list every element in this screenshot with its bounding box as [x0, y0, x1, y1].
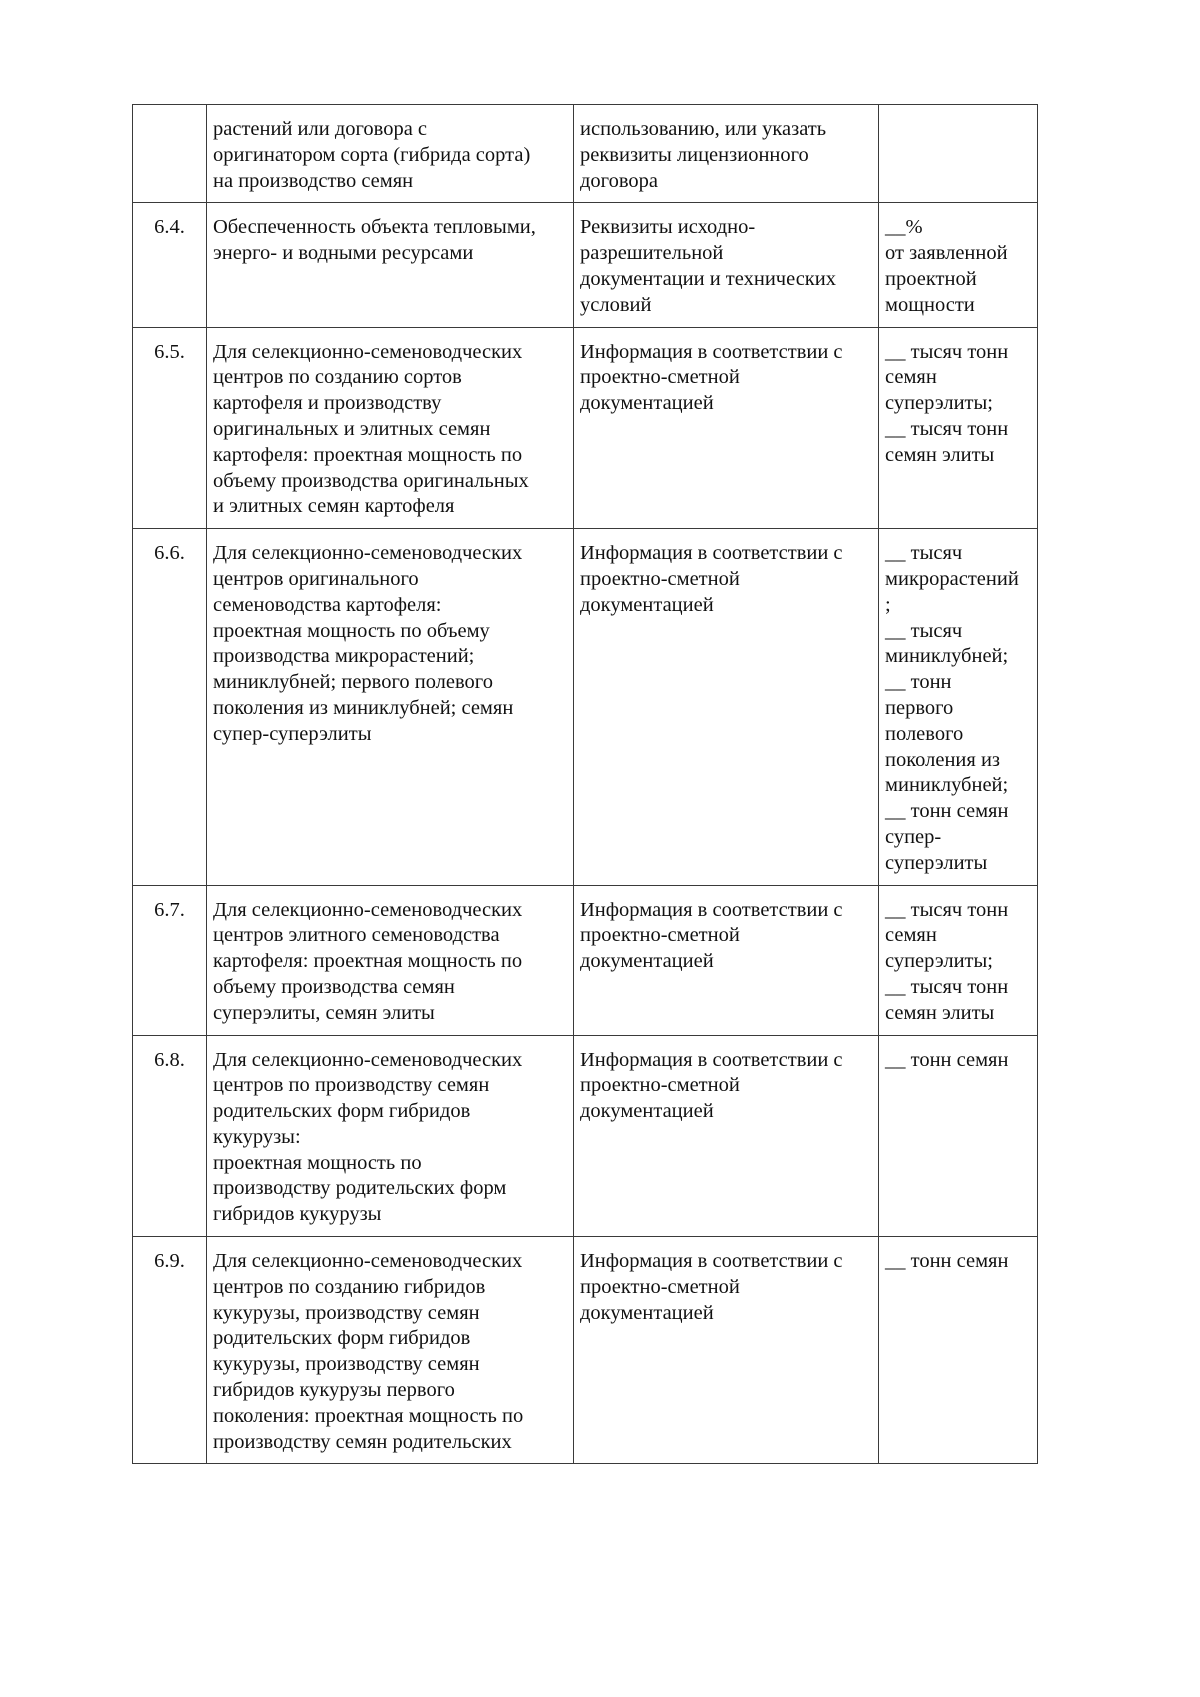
row-indicator: Для селекционно-семеноводческих центров по созданию сортов картофеля и производству оригинальных и элитных семян картофеля: проектная мощность по объему производства оригинальных и элитных семян картофеля — [207, 327, 574, 529]
row-indicator: Обеспеченность объекта тепловыми, энерго- и водными ресурсами — [207, 203, 574, 327]
row-value: __ тонн семян — [879, 1035, 1038, 1237]
row-source: использованию, или указать реквизиты лицензионного договора — [574, 105, 879, 203]
table-row — [133, 105, 1038, 203]
table-row — [133, 1237, 1038, 1464]
table-row — [133, 1035, 1038, 1237]
row-source: Реквизиты исходно- разрешительной документации и технических условий — [574, 203, 879, 327]
row-value: __% от заявленной проектной мощности — [879, 203, 1038, 327]
row-number — [133, 105, 207, 203]
row-value: __ тысяч тонн семян суперэлиты; __ тысяч тонн семян элиты — [879, 885, 1038, 1035]
row-number: 6.4. — [133, 203, 207, 327]
row-indicator: Для селекционно-семеноводческих центров оригинального семеноводства картофеля: проектная мощность по объему производства микрорастений; миниклубней; первого полевого поколения из миниклубней; семян супер-суперэлиты — [207, 529, 574, 885]
row-indicator: Для селекционно-семеноводческих центров элитного семеноводства картофеля: проектная мощность по объему производства семян суперэлиты, семян элиты — [207, 885, 574, 1035]
row-value: __ тысяч микрорастений ; __ тысяч миниклубней; __ тонн первого полевого поколения из миниклубней; __ тонн семян супер- суперэлиты — [879, 529, 1038, 885]
row-number: 6.8. — [133, 1035, 207, 1237]
row-indicator: растений или договора с оригинатором сорта (гибрида сорта) на производство семян — [207, 105, 574, 203]
row-number: 6.9. — [133, 1237, 207, 1464]
row-number: 6.5. — [133, 327, 207, 529]
requirements-table — [132, 104, 1038, 1464]
row-source: Информация в соответствии с проектно-сметной документацией — [574, 1237, 879, 1464]
row-indicator: Для селекционно-семеноводческих центров по созданию гибридов кукурузы, производству семян родительских форм гибридов кукурузы, производству семян гибридов кукурузы первого поколения: проектная мощность по производству семян родительских — [207, 1237, 574, 1464]
row-source: Информация в соответствии с проектно-сметной документацией — [574, 327, 879, 529]
row-source: Информация в соответствии с проектно-сметной документацией — [574, 529, 879, 885]
table-row — [133, 327, 1038, 529]
table-row — [133, 529, 1038, 885]
row-indicator: Для селекционно-семеноводческих центров по производству семян родительских форм гибридов кукурузы: проектная мощность по производству родительских форм гибридов кукурузы — [207, 1035, 574, 1237]
table-row — [133, 885, 1038, 1035]
row-value — [879, 105, 1038, 203]
row-source: Информация в соответствии с проектно-сметной документацией — [574, 885, 879, 1035]
row-number: 6.6. — [133, 529, 207, 885]
row-value: __ тысяч тонн семян суперэлиты; __ тысяч тонн семян элиты — [879, 327, 1038, 529]
row-source: Информация в соответствии с проектно-сметной документацией — [574, 1035, 879, 1237]
table-row — [133, 203, 1038, 327]
row-number: 6.7. — [133, 885, 207, 1035]
row-value: __ тонн семян — [879, 1237, 1038, 1464]
